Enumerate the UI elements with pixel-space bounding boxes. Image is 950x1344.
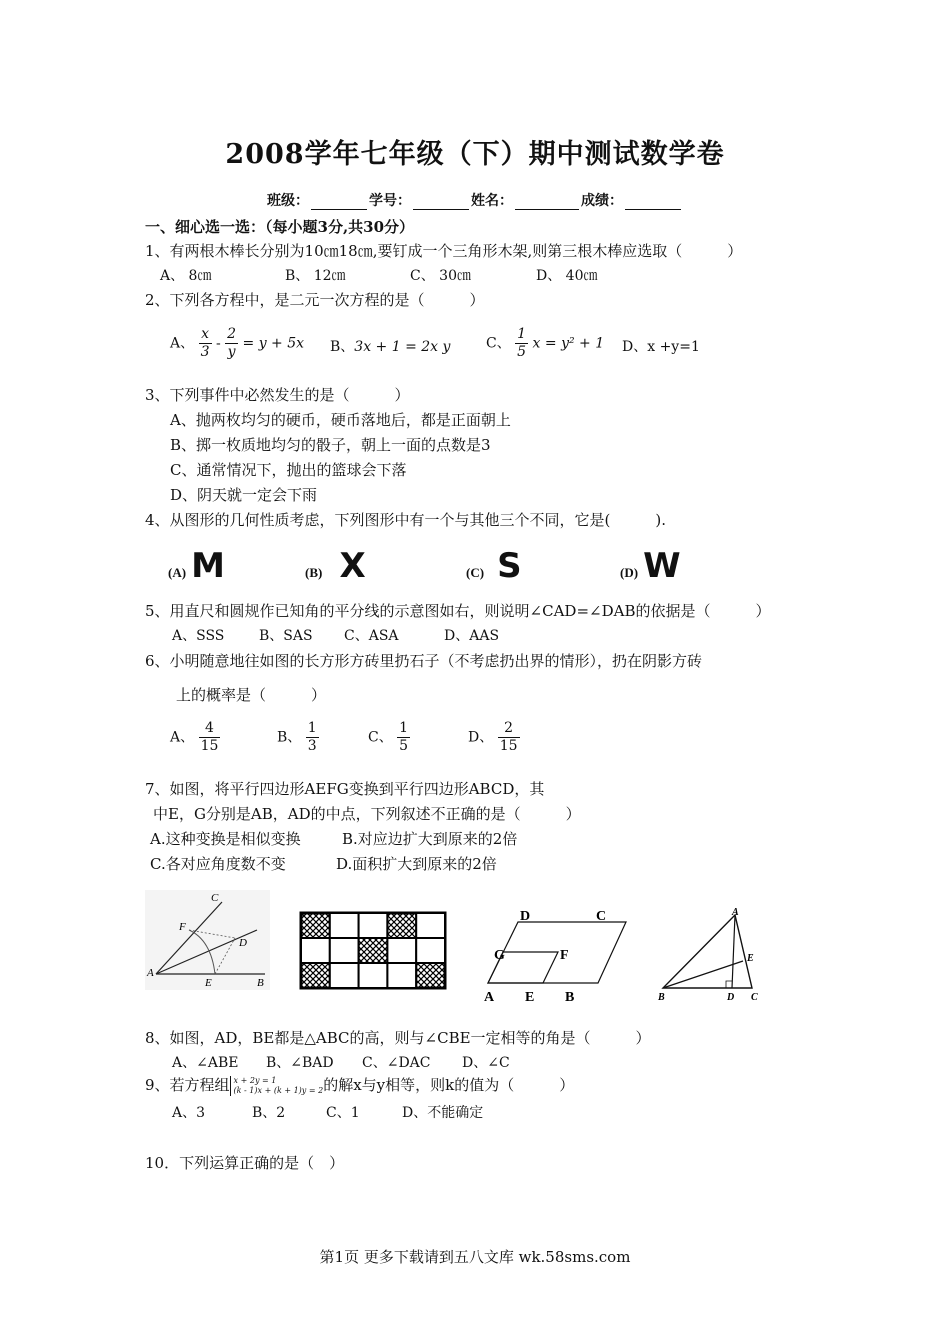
blank-tile <box>387 963 416 988</box>
q7-option-b: B.对应边扩大到原来的2倍 <box>342 830 518 848</box>
fig1-background <box>145 890 270 990</box>
q4-a-label: (A) <box>168 565 187 580</box>
q2-option-c <box>486 326 604 361</box>
q8-option-d: D、∠C <box>462 1055 510 1071</box>
q6-a-num: 4 <box>199 720 221 738</box>
q7-option-d: D.面积扩大到原来的2倍 <box>336 855 497 873</box>
q2-b-label: B、 <box>330 339 355 355</box>
q5-option-a: A、SSS <box>172 628 225 644</box>
q2-option-a <box>170 326 304 361</box>
q3-option-b: B、掷一枚质地均匀的骰子，朝上一面的点数是3 <box>170 436 491 454</box>
q2-a-frac2-den: y <box>227 344 236 360</box>
q3-option-c: C、通常情况下，抛出的篮球会下落 <box>170 461 407 479</box>
q2-c-frac-den: 5 <box>517 344 527 360</box>
q9-suffix: 的解x与y相等，则k的值为（ ） <box>323 1076 575 1094</box>
shaded-tile <box>416 963 445 988</box>
section-note: （每小题3分,共30分） <box>265 218 415 236</box>
q2-b-eq: 3x + 1 = 2x y <box>354 339 451 355</box>
q4-option-c <box>466 546 522 586</box>
page-footer: 第1页 更多下载请到五八文库 wk.58sms.com <box>319 1248 631 1266</box>
q2-c-rest: x = y² + 1 <box>532 335 605 352</box>
q6-option-d <box>468 720 520 755</box>
question-6-cont: 上的概率是（ ） <box>176 686 327 704</box>
score-label: 成绩： <box>581 193 623 209</box>
q1-option-b: B、 12㎝ <box>285 268 346 284</box>
question-3: 3、下列事件中必然发生的是（ ） <box>145 386 410 404</box>
q2-a-label: A、 <box>170 335 195 352</box>
fig1-label-e: E <box>205 977 212 989</box>
altitude-be <box>663 961 743 988</box>
fig1-label-a: A <box>147 967 154 979</box>
fig4-label-e: E <box>747 953 754 964</box>
fig3-label-g: G <box>494 948 505 963</box>
blank-tile <box>359 963 388 988</box>
fig4-label-d: D <box>727 992 735 1003</box>
q3-option-a: A、抛两枚均匀的硬币，硬币落地后，都是正面朝上 <box>170 411 511 429</box>
blank-tile <box>301 938 330 963</box>
q6-option-c <box>368 720 410 755</box>
altitude-ad <box>732 915 735 988</box>
shaded-tile <box>387 913 416 938</box>
q6-c-num: 1 <box>399 720 409 736</box>
q1-option-d: D、 40㎝ <box>536 268 598 284</box>
q6-c-frac <box>397 720 410 755</box>
q6-d-num: 2 <box>498 720 520 738</box>
shaded-tile <box>301 963 330 988</box>
question-5: 5、用直尺和圆规作已知角的平分线的示意图如右，则说明∠CAD=∠DAB的依据是（ ） <box>145 602 771 620</box>
q4-b-letter: X <box>339 546 366 586</box>
id-blank <box>413 195 469 210</box>
q6-b-den: 3 <box>307 738 317 754</box>
q3-option-d: D、阴天就一定会下雨 <box>170 486 318 504</box>
section-heading <box>145 216 414 237</box>
fig3-label-e: E <box>525 990 535 1005</box>
q9-option-b: B、2 <box>252 1105 286 1121</box>
question-4: 4、从图形的几何性质考虑，下列图形中有一个与其他三个不同，它是( ). <box>145 511 667 529</box>
fig4-label-b: B <box>658 992 665 1003</box>
q6-b-frac <box>306 720 319 755</box>
q4-d-label: (D) <box>620 565 639 580</box>
q5-option-d: D、AAS <box>444 628 500 644</box>
q4-c-label: (C) <box>466 565 485 580</box>
q6-b-label: B、 <box>277 729 302 746</box>
q2-d-label: D、 <box>622 339 648 355</box>
blank-tile <box>330 913 359 938</box>
q6-c-label: C、 <box>368 729 393 746</box>
fig1-label-c: C <box>211 892 219 904</box>
q2-c-frac-num: 1 <box>517 326 527 342</box>
q2-a-rest: = y + 5x <box>242 335 305 352</box>
q6-a-den: 15 <box>200 738 219 754</box>
page-title: 2008学年七年级（下）期中测试数学卷 <box>225 139 725 170</box>
q2-option-d <box>622 336 700 356</box>
grid-tiles <box>301 913 445 988</box>
question-2: 2、下列各方程中，是二元一次方程的是（ ） <box>145 291 485 309</box>
q7-option-c: C.各对应角度数不变 <box>150 855 286 873</box>
q2-a-frac2 <box>225 326 238 361</box>
blank-tile <box>330 938 359 963</box>
blank-tile <box>416 938 445 963</box>
question-6: 6、小明随意地往如图的长方形方砖里扔石子（不考虑扔出界的情形），扔在阴影方砖 <box>145 652 703 670</box>
shaded-tile <box>359 938 388 963</box>
q2-a-frac1 <box>199 326 212 361</box>
class-blank <box>311 195 367 210</box>
blank-tile <box>359 913 388 938</box>
student-info-line <box>0 190 950 210</box>
fig4-label-c: C <box>751 992 758 1003</box>
shaded-tile <box>301 913 330 938</box>
q4-d-letter: W <box>643 546 681 586</box>
fig3-label-f: F <box>560 948 569 963</box>
q6-d-den: 15 <box>499 738 518 754</box>
q4-option-a <box>168 546 225 586</box>
question-10: 10．下列运算正确的是（ ） <box>145 1154 345 1172</box>
fig4-label-a: A <box>732 907 739 918</box>
question-9 <box>145 1074 574 1096</box>
q5-option-b: B、SAS <box>259 628 313 644</box>
q6-option-a <box>170 720 220 755</box>
q6-b-num: 1 <box>307 720 317 736</box>
angle-bisector-figure <box>145 890 270 990</box>
q1-option-c: C、 30㎝ <box>410 268 471 284</box>
q2-a-minus: - <box>215 335 221 352</box>
q9-eq1: x + 2y = 1 <box>233 1076 277 1085</box>
q7-option-a: A.这种变换是相似变换 <box>150 830 301 848</box>
fig1-label-f: F <box>179 921 186 933</box>
q6-d-label: D、 <box>468 729 494 746</box>
tile-grid-figure <box>298 910 448 990</box>
fig3-label-d: D <box>520 909 531 924</box>
q2-a-frac1-num: x <box>199 326 212 344</box>
q4-a-letter: M <box>191 546 225 586</box>
blank-tile <box>387 938 416 963</box>
q8-option-c: C、∠DAC <box>362 1055 431 1071</box>
q2-option-b <box>330 336 450 356</box>
q4-option-d <box>620 546 681 586</box>
q2-a-frac1-den: 3 <box>200 344 210 360</box>
q5-option-c: C、ASA <box>344 628 399 644</box>
fig1-label-b: B <box>257 977 264 989</box>
q2-a-frac2-num: 2 <box>227 326 237 342</box>
q4-option-b <box>305 546 366 586</box>
q6-option-b <box>277 720 319 755</box>
q4-b-label: (B) <box>305 565 323 580</box>
triangle-abc <box>663 915 752 988</box>
name-label: 姓名： <box>471 193 513 209</box>
q6-a-frac <box>199 720 221 755</box>
q9-option-a: A、3 <box>172 1105 206 1121</box>
section-title: 一、细心选一选： <box>145 218 266 236</box>
q6-c-den: 5 <box>399 738 409 754</box>
score-blank <box>625 195 681 210</box>
parallelogram-figure <box>478 905 638 1005</box>
q6-a-label: A、 <box>170 729 195 746</box>
class-label: 班级： <box>267 193 309 209</box>
right-angle-mark-d <box>726 981 732 988</box>
q1-option-a: A、 8㎝ <box>160 268 212 284</box>
q9-equation-system <box>230 1076 324 1096</box>
q6-d-frac <box>498 720 520 755</box>
fig3-label-b: B <box>565 990 575 1005</box>
q4-c-letter: S <box>497 546 522 586</box>
blank-tile <box>330 963 359 988</box>
id-label: 学号： <box>369 193 411 209</box>
q2-c-label: C、 <box>486 335 511 352</box>
question-8: 8、如图，AD，BE都是△ABC的高，则与∠CBE一定相等的角是（ ） <box>145 1029 651 1047</box>
q9-option-d: D、不能确定 <box>402 1105 484 1121</box>
q9-eq2: (k - 1)x + (k + 1)y = 2 <box>233 1086 324 1095</box>
q2-d-eq: x +y=1 <box>647 339 700 355</box>
question-7-cont: 中E，G分别是AB，AD的中点，下列叙述不正确的是（ ） <box>153 805 581 823</box>
triangle-altitude-figure <box>655 905 770 1005</box>
blank-tile <box>416 913 445 938</box>
fig3-label-a: A <box>484 990 495 1005</box>
q2-c-frac <box>515 326 528 361</box>
name-blank <box>515 195 579 210</box>
q8-option-a: A、∠ABE <box>172 1055 239 1071</box>
question-7: 7、如图，将平行四边形AEFG变换到平行四边形ABCD，其 <box>145 780 545 798</box>
fig1-label-d: D <box>239 937 247 949</box>
q9-option-c: C、1 <box>326 1105 360 1121</box>
fig3-label-c: C <box>596 909 607 924</box>
question-1: 1、有两根木棒长分别为10㎝18㎝,要钉成一个三角形木架,则第三根木棒应选取（ ） <box>145 242 743 260</box>
q8-option-b: B、∠BAD <box>266 1055 334 1071</box>
q9-prefix: 9、若方程组 <box>145 1076 230 1094</box>
